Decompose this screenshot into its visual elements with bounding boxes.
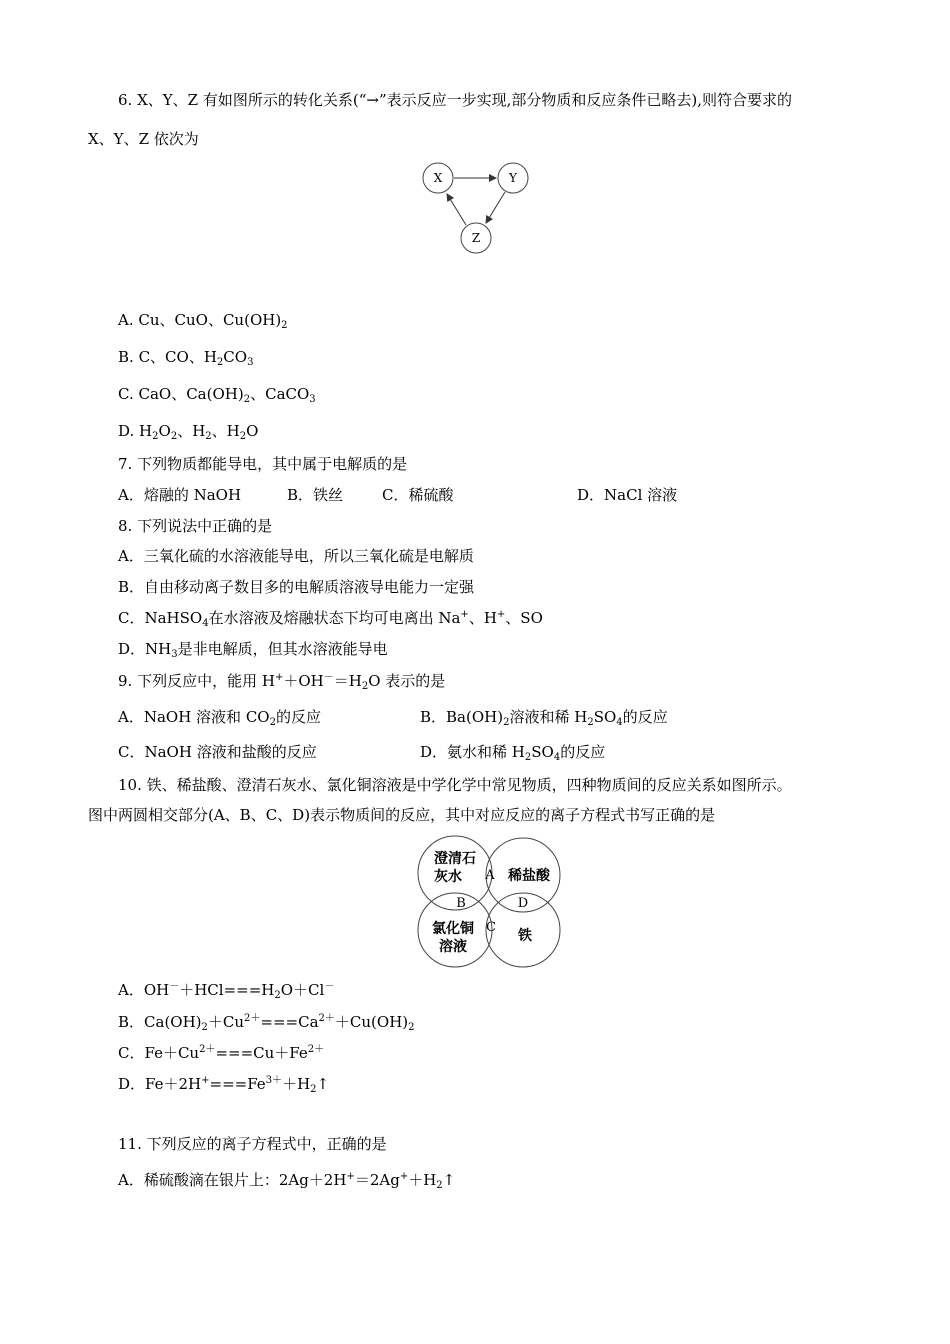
q7-option-a: A．熔融的 NaOH bbox=[118, 486, 242, 504]
q10-stem-line1: 10. 铁、稀盐酸、澄清石灰水、氯化铜溶液是中学化学中常见物质，四种物质间的反应关系如图所示。 bbox=[118, 776, 792, 794]
q6-stem-line2: X、Y、Z 依次为 bbox=[88, 130, 199, 148]
node-x-label: X bbox=[433, 171, 443, 185]
q7-option-d: D．NaCl 溶液 bbox=[577, 486, 678, 504]
arrow-z-to-x bbox=[447, 194, 466, 225]
venn-label-iron: 铁 bbox=[518, 928, 532, 944]
q6-option-c: C. CaO、$Ca(OH)_2$、CaCO$_3$ bbox=[118, 385, 316, 405]
venn-label-limewater-line2: 灰水 bbox=[434, 869, 462, 885]
q7-option-c: C．稀硫酸 bbox=[382, 486, 454, 504]
node-z-label: Z bbox=[471, 231, 481, 245]
q7-stem: 7. 下列物质都能导电，其中属于电解质的是 bbox=[118, 455, 408, 473]
q6-option-a: A. Cu、CuO、$Cu(OH)_2$ bbox=[118, 311, 288, 331]
q6-cycle-diagram bbox=[410, 155, 550, 260]
venn-label-hcl: 稀盐酸 bbox=[508, 868, 550, 884]
q9-option-a: A．NaOH 溶液和 $CO_2$的反应 bbox=[118, 708, 321, 728]
venn-label-cucl2-line1: 氯化铜 bbox=[432, 921, 474, 937]
q6-option-d: D. $H_2O_2$、$H_2$、$H_2O$ bbox=[118, 422, 259, 442]
venn-region-a: A bbox=[485, 868, 495, 883]
q9-option-d: D．氨水和稀 $H_2SO_4$的反应 bbox=[420, 743, 606, 763]
q6-stem-line1: 6. X、Y、Z 有如图所示的转化关系(“→”表示反应一步实现,部分物质和反应条件已略去),则符合要求的 bbox=[118, 91, 793, 109]
q9-option-c: C．NaOH 溶液和盐酸的反应 bbox=[118, 743, 317, 761]
q10-stem-line2: 图中两圆相交部分(A、B、C、D)表示物质间的反应，其中对应反应的离子方程式书写正确的是 bbox=[88, 806, 716, 824]
venn-region-b: B bbox=[456, 896, 466, 911]
venn-region-c: C bbox=[486, 920, 496, 935]
q6-option-b: B. C、CO、$H_2CO_3$ bbox=[118, 348, 254, 368]
q9-stem: 9. 下列反应中，能用 $H^++OH^-=H_2O$ 表示的是 bbox=[118, 672, 446, 692]
q11-option-a: A．稀硫酸滴在银片上：$2Ag+2H^+=2Ag^++H_2↑$ bbox=[118, 1171, 456, 1191]
q9-option-b: B．$Ba(OH)_2$溶液和稀 $H_2SO_4$的反应 bbox=[420, 708, 668, 728]
q8-stem: 8. 下列说法中正确的是 bbox=[118, 517, 273, 535]
q10-option-c: C．$Fe+Cu^{2+}===Cu+Fe^{2+}$ bbox=[118, 1044, 325, 1062]
q11-stem: 11. 下列反应的离子方程式中，正确的是 bbox=[118, 1135, 387, 1153]
venn-label-limewater-line1: 澄清石 bbox=[434, 851, 476, 867]
q8-option-c: C．NaHSO$_4$在水溶液及熔融状态下均可电离出 Na+、H+、SO bbox=[118, 609, 543, 629]
q10-venn-diagram bbox=[415, 833, 565, 971]
node-y-label: Y bbox=[509, 171, 517, 185]
arrow-y-to-z bbox=[486, 192, 505, 223]
q10-option-b: B．$Ca(OH)_2+Cu^{2+}===Ca^{2+}+Cu(OH)_2$ bbox=[118, 1013, 415, 1033]
q10-option-a: A．$OH^-+HCl===H_2O+Cl^-$ bbox=[118, 981, 335, 1001]
q8-option-d: D．$NH_3$是非电解质，但其水溶液能导电 bbox=[118, 640, 388, 660]
venn-label-cucl2-line2: 溶液 bbox=[439, 939, 467, 955]
q7-option-b: B．铁丝 bbox=[287, 486, 344, 504]
q8-option-b: B．自由移动离子数目多的电解质溶液导电能力一定强 bbox=[118, 578, 475, 596]
q10-option-d: D．$Fe+2H^+===Fe^{3+}+H_2↑$ bbox=[118, 1075, 330, 1095]
q8-option-a: A．三氧化硫的水溶液能导电，所以三氧化硫是电解质 bbox=[118, 547, 474, 565]
venn-region-d: D bbox=[517, 896, 529, 911]
